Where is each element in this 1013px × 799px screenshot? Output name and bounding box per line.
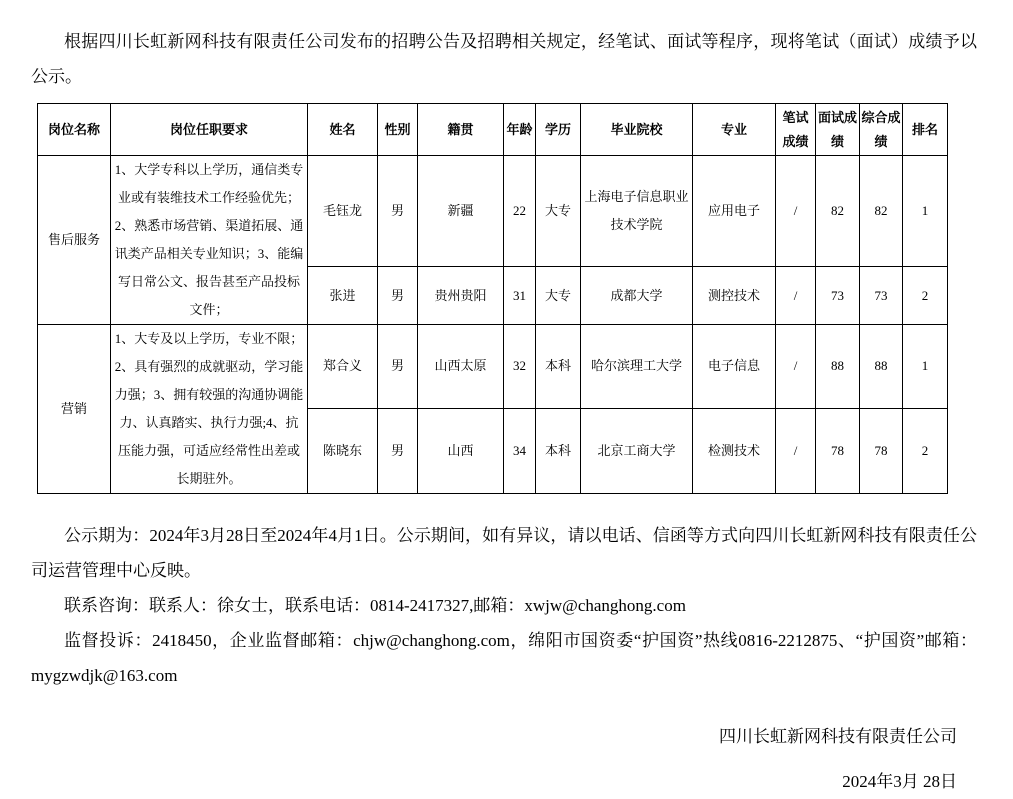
cell-native-place: 山西太原 [418,325,504,409]
cell-interview-score: 73 [816,267,860,325]
header-name: 姓名 [308,104,378,156]
cell-rank: 2 [903,408,948,493]
supervision-paragraph: 监督投诉：2418450，企业监督邮箱：chjw@changhong.com，绵阳市国资委“护国资”热线0816-2212875、“护国资”邮箱：mygzwdjk@163.com [31,631,977,685]
header-gender: 性别 [378,104,418,156]
cell-interview-score: 82 [816,156,860,267]
header-overall-score: 综合成绩 [860,104,903,156]
results-table [37,103,948,494]
cell-gender: 男 [378,325,418,409]
cell-rank: 1 [903,325,948,409]
company-signature: 四川长虹新网科技有限责任公司 [719,727,957,746]
cell-native-place: 贵州贵阳 [418,267,504,325]
contact-paragraph: 联系咨询：联系人：徐女士，联系电话：0814-2417327,邮箱：xwjw@changhong.com [64,596,686,615]
cell-name: 毛钰龙 [308,156,378,267]
signature-date: 2024年3月 28日 [842,772,957,791]
cell-written-score: / [776,408,816,493]
cell-rank: 1 [903,156,948,267]
cell-major: 电子信息 [693,325,776,409]
cell-name: 郑合义 [308,325,378,409]
cell-age: 32 [504,325,536,409]
cell-school: 北京工商大学 [581,408,693,493]
cell-education: 大专 [536,156,581,267]
cell-education: 本科 [536,325,581,409]
cell-written-score: / [776,267,816,325]
cell-school: 上海电子信息职业技术学院 [581,156,693,267]
cell-gender: 男 [378,267,418,325]
cell-interview-score: 88 [816,325,860,409]
cell-overall-score: 82 [860,156,903,267]
header-age: 年龄 [504,104,536,156]
header-native-place: 籍贯 [418,104,504,156]
cell-overall-score: 73 [860,267,903,325]
cell-name: 陈晓东 [308,408,378,493]
cell-education: 大专 [536,267,581,325]
cell-age: 34 [504,408,536,493]
cell-overall-score: 88 [860,325,903,409]
cell-education: 本科 [536,408,581,493]
cell-major: 应用电子 [693,156,776,267]
cell-school: 成都大学 [581,267,693,325]
cell-age: 22 [504,156,536,267]
cell-position-name: 售后服务 [38,156,111,325]
header-interview-score: 面试成绩 [816,104,860,156]
header-job-requirements: 岗位任职要求 [111,104,308,156]
cell-overall-score: 78 [860,408,903,493]
cell-job-requirements: 1、大学专科以上学历，通信类专业或有装维技术工作经验优先；2、熟悉市场营销、渠道拓展、通讯类产品相关专业知识；3、能编写日常公文、报告甚至产品投标文件； [111,156,308,325]
table-row [38,325,948,409]
intro-paragraph: 根据四川长虹新网科技有限责任公司发布的招聘公告及招聘相关规定，经笔试、面试等程序，现将笔试（面试）成绩予以公示。 [31,32,977,86]
cell-gender: 男 [378,408,418,493]
cell-major: 测控技术 [693,267,776,325]
header-school: 毕业院校 [581,104,693,156]
cell-native-place: 新疆 [418,156,504,267]
cell-written-score: / [776,156,816,267]
cell-name: 张进 [308,267,378,325]
cell-job-requirements: 1、大专及以上学历，专业不限；2、具有强烈的成就驱动，学习能力强；3、拥有较强的沟通协调能力、认真踏实、执行力强;4、抗压能力强，可适应经常性出差或长期驻外。 [111,325,308,494]
header-written-score: 笔试成绩 [776,104,816,156]
cell-school: 哈尔滨理工大学 [581,325,693,409]
cell-gender: 男 [378,156,418,267]
cell-age: 31 [504,267,536,325]
table-header-row [38,104,948,156]
header-major: 专业 [693,104,776,156]
header-position-name: 岗位名称 [38,104,111,156]
publicity-period-paragraph: 公示期为：2024年3月28日至2024年4月1日。公示期间，如有异议，请以电话、信函等方式向四川长虹新网科技有限责任公司运营管理中心反映。 [31,526,977,580]
document-page [31,24,977,799]
cell-position-name: 营销 [38,325,111,494]
header-rank: 排名 [903,104,948,156]
table-row [38,156,948,267]
cell-interview-score: 78 [816,408,860,493]
header-education: 学历 [536,104,581,156]
cell-major: 检测技术 [693,408,776,493]
cell-rank: 2 [903,267,948,325]
cell-native-place: 山西 [418,408,504,493]
cell-written-score: / [776,325,816,409]
